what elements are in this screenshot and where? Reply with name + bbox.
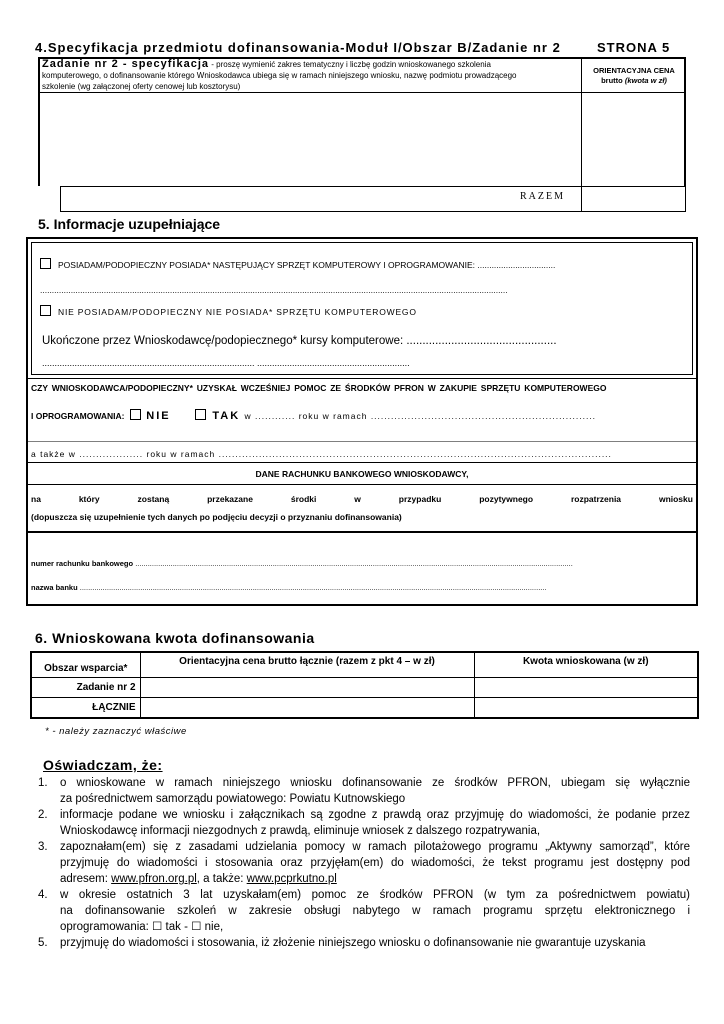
item-line: na dofinansowanie szkoleń w zakresie obsługi nabytego w ramach programu sprzętu elektronicznego i [60, 905, 690, 917]
item-line: oprogramowania: ☐ tak - ☐ nie, [60, 921, 224, 933]
bank-word: który [78, 494, 100, 504]
declaration-item [38, 807, 690, 839]
task-desc-1: - proszę wymienić zakres tematyczny i liczbę godzin wnioskowanego szkolenia [209, 60, 491, 69]
declaration-item [38, 775, 690, 807]
item-number: 1. [38, 777, 48, 789]
price-head-2a: brutto [601, 76, 625, 85]
has-equipment-checkbox[interactable] [40, 258, 51, 269]
nie-label: NIE [146, 410, 171, 422]
no-equipment-label: NIE POSIADAM/PODOPIECZNY NIE POSIADA* SPRZĘTU KOMPUTEROWEGO [58, 307, 417, 317]
pcpr-link[interactable]: www.pcprkutno.pl [246, 873, 337, 885]
section5-heading: 5. Informacje uzupełniające [38, 216, 221, 232]
item-line: przyjmuję do wiadomości i stosowania, iż złożenie niniejszego wniosku o dofinansowanie nie gwarantuje uzyskania [60, 937, 646, 949]
item-line: , a także: [196, 873, 247, 885]
price-column-header [582, 66, 686, 86]
pfron-link[interactable]: www.pfron.org.pl [111, 873, 197, 885]
bank-heading-divider [26, 484, 698, 485]
account-line [31, 559, 671, 568]
bank-note: (dopuszcza się uzupełnienie tych danych po podjęciu decyzji o przyznaniu dofinansowania) [31, 512, 402, 522]
task-heading: Zadanie nr 2 - specyfikacja [42, 58, 210, 70]
pfron-q2: I OPROGRAMOWANIA: [31, 411, 125, 421]
nie-checkbox[interactable] [130, 409, 141, 420]
w-roku-text: w ............ roku w ramach ................................................................... [244, 411, 597, 421]
section6-heading: 6. Wnioskowana kwota dofinansowania [35, 630, 315, 646]
footnote: * - należy zaznaczyć właściwe [45, 726, 187, 737]
spec-task-description [42, 59, 578, 92]
amount-table [30, 651, 699, 719]
row-task-label: Zadanie nr 2 [31, 677, 140, 697]
item-number: 5. [38, 937, 48, 949]
bank-word: wniosku [658, 494, 693, 504]
total-price-field[interactable] [140, 697, 474, 718]
price-entry-area[interactable] [582, 93, 684, 186]
declaration-item [38, 839, 690, 887]
razem-value-field[interactable] [582, 187, 685, 211]
page-number: STRONA 5 [597, 40, 671, 55]
pfron-divider [26, 441, 698, 442]
courses-dots: ..................................................................................... ............................................................. [42, 358, 410, 368]
task-desc-2: komputerowego, o dofinansowanie którego Wnioskodawca ubiega się w ramach niniejszego wniosku, nazwę podmiotu prowadzącego [42, 71, 517, 80]
bank-word: pozytywnego [479, 494, 534, 504]
bank-name-dots[interactable]: ................................................................................................................................................................................................................................ [79, 583, 547, 592]
pfron-question: CZY WNIOSKODAWCA/PODOPIECZNY* UZYSKAŁ WCZEŚNIEJ POMOC ZE ŚRODKÓW PFRON W ZAKUPIE SPRZĘTU KOMPUTEROWEGO [31, 383, 607, 393]
declaration-item [38, 935, 690, 951]
price-head-2b: (kwota w zł) [624, 76, 667, 85]
item-line: adresem: [60, 873, 112, 885]
item-line: zapoznałam(em) się z zasadami udzielania pomocy w ramach pilotażowego programu „Aktywny samorząd”, które [60, 841, 690, 853]
tak-checkbox[interactable] [195, 409, 206, 420]
price-head-1: ORIENTACYJNA CENA [593, 66, 675, 75]
bank-word: zostaną [137, 494, 170, 504]
razem-label: RAZEM [520, 191, 565, 202]
equipment-dots: ...................................................................................................................................................................................................... [40, 285, 508, 295]
account-dots[interactable]: .................................................................................................................................................................................................................. [135, 559, 573, 568]
bank-word: rozpatrzenia [570, 494, 622, 504]
bank-word: środki [290, 494, 317, 504]
item-number: 4. [38, 889, 48, 901]
row-total-label: ŁĄCZNIE [31, 697, 140, 718]
total-amount-field[interactable] [474, 697, 698, 718]
account-label: numer rachunku bankowego [31, 559, 136, 568]
item-line: za pośrednictwem samorządu powiatowego: Powiatu Kutnowskiego [60, 793, 406, 805]
task-price-field[interactable] [140, 677, 474, 697]
pfron-options [31, 409, 596, 422]
declaration-item [38, 887, 690, 935]
item-number: 3. [38, 841, 48, 853]
item-line: o wnioskowane w ramach niniejszego wniosku dofinansowanie ze środków PFRON, ubiegam się wyłącznie [60, 777, 690, 789]
item-line: przyjmuję do wiadomości i stosowania oraz przyjęłam(em) do wiadomości, że tekst programu jest dostępny pod [60, 857, 690, 869]
item-number: 2. [38, 809, 48, 821]
bank-purpose-line [31, 494, 693, 504]
spec-entry-area[interactable] [40, 93, 581, 186]
col-price-header: Orientacyjna cena brutto łącznie (razem z pkt 4 – w zł) [140, 652, 474, 677]
item-line: informacje podane we wniosku i załącznikach są zgodne z prawdą oraz przyjmuję do wiadomości, że podanie przez [60, 809, 690, 821]
col-area-header: Obszar wsparcia* [31, 652, 140, 677]
declarations-heading: Oświadczam, że: [43, 757, 163, 773]
bank-word: przypadku [398, 494, 442, 504]
bank-heading: DANE RACHUNKU BANKOWEGO WNIOSKODAWCY, [255, 469, 469, 479]
item-line: Wnioskodawcę informacji niezgodnych z prawdą, eliminuje wniosek z dalszego rozpatrywania, [60, 825, 541, 837]
page-title: 4.Specyfikacja przedmiotu dofinansowania-Moduł I/Obszar B/Zadanie nr 2 [35, 40, 561, 55]
bank-name-label: nazwa banku [31, 583, 80, 592]
has-equipment-label: POSIADAM/PODOPIECZNY POSIADA* NASTĘPUJĄCY SPRZĘT KOMPUTEROWY I OPROGRAMOWANIE: ................................. [58, 260, 556, 270]
bank-word: na [31, 494, 41, 504]
account-box [26, 531, 698, 606]
task-desc-3: szkolenie (wg załączonej oferty cenowej lub kosztorysu) [42, 82, 241, 91]
bank-word: przekazane [207, 494, 253, 504]
no-equipment-checkbox[interactable] [40, 305, 51, 316]
tak-label: TAK [212, 410, 241, 422]
bank-header-divider [26, 462, 698, 463]
a-takze-text: a także w ................... roku w ramach ..................................................................................................................... [31, 449, 612, 459]
task-amount-field[interactable] [474, 677, 698, 697]
courses-label: Ukończone przez Wnioskodawcę/podopiecznego* kursy komputerowe: ............................................... [42, 335, 557, 347]
bank-word: w [354, 494, 361, 504]
col-amount-header: Kwota wnioskowana (w zł) [474, 652, 698, 677]
declarations-list [38, 775, 690, 951]
item-line: w okresie ostatnich 3 lat uzyskałam(em) pomoc ze środków PFRON (w tym za pośrednictwem powiatu) [60, 889, 690, 901]
bank-name-line [31, 583, 696, 592]
